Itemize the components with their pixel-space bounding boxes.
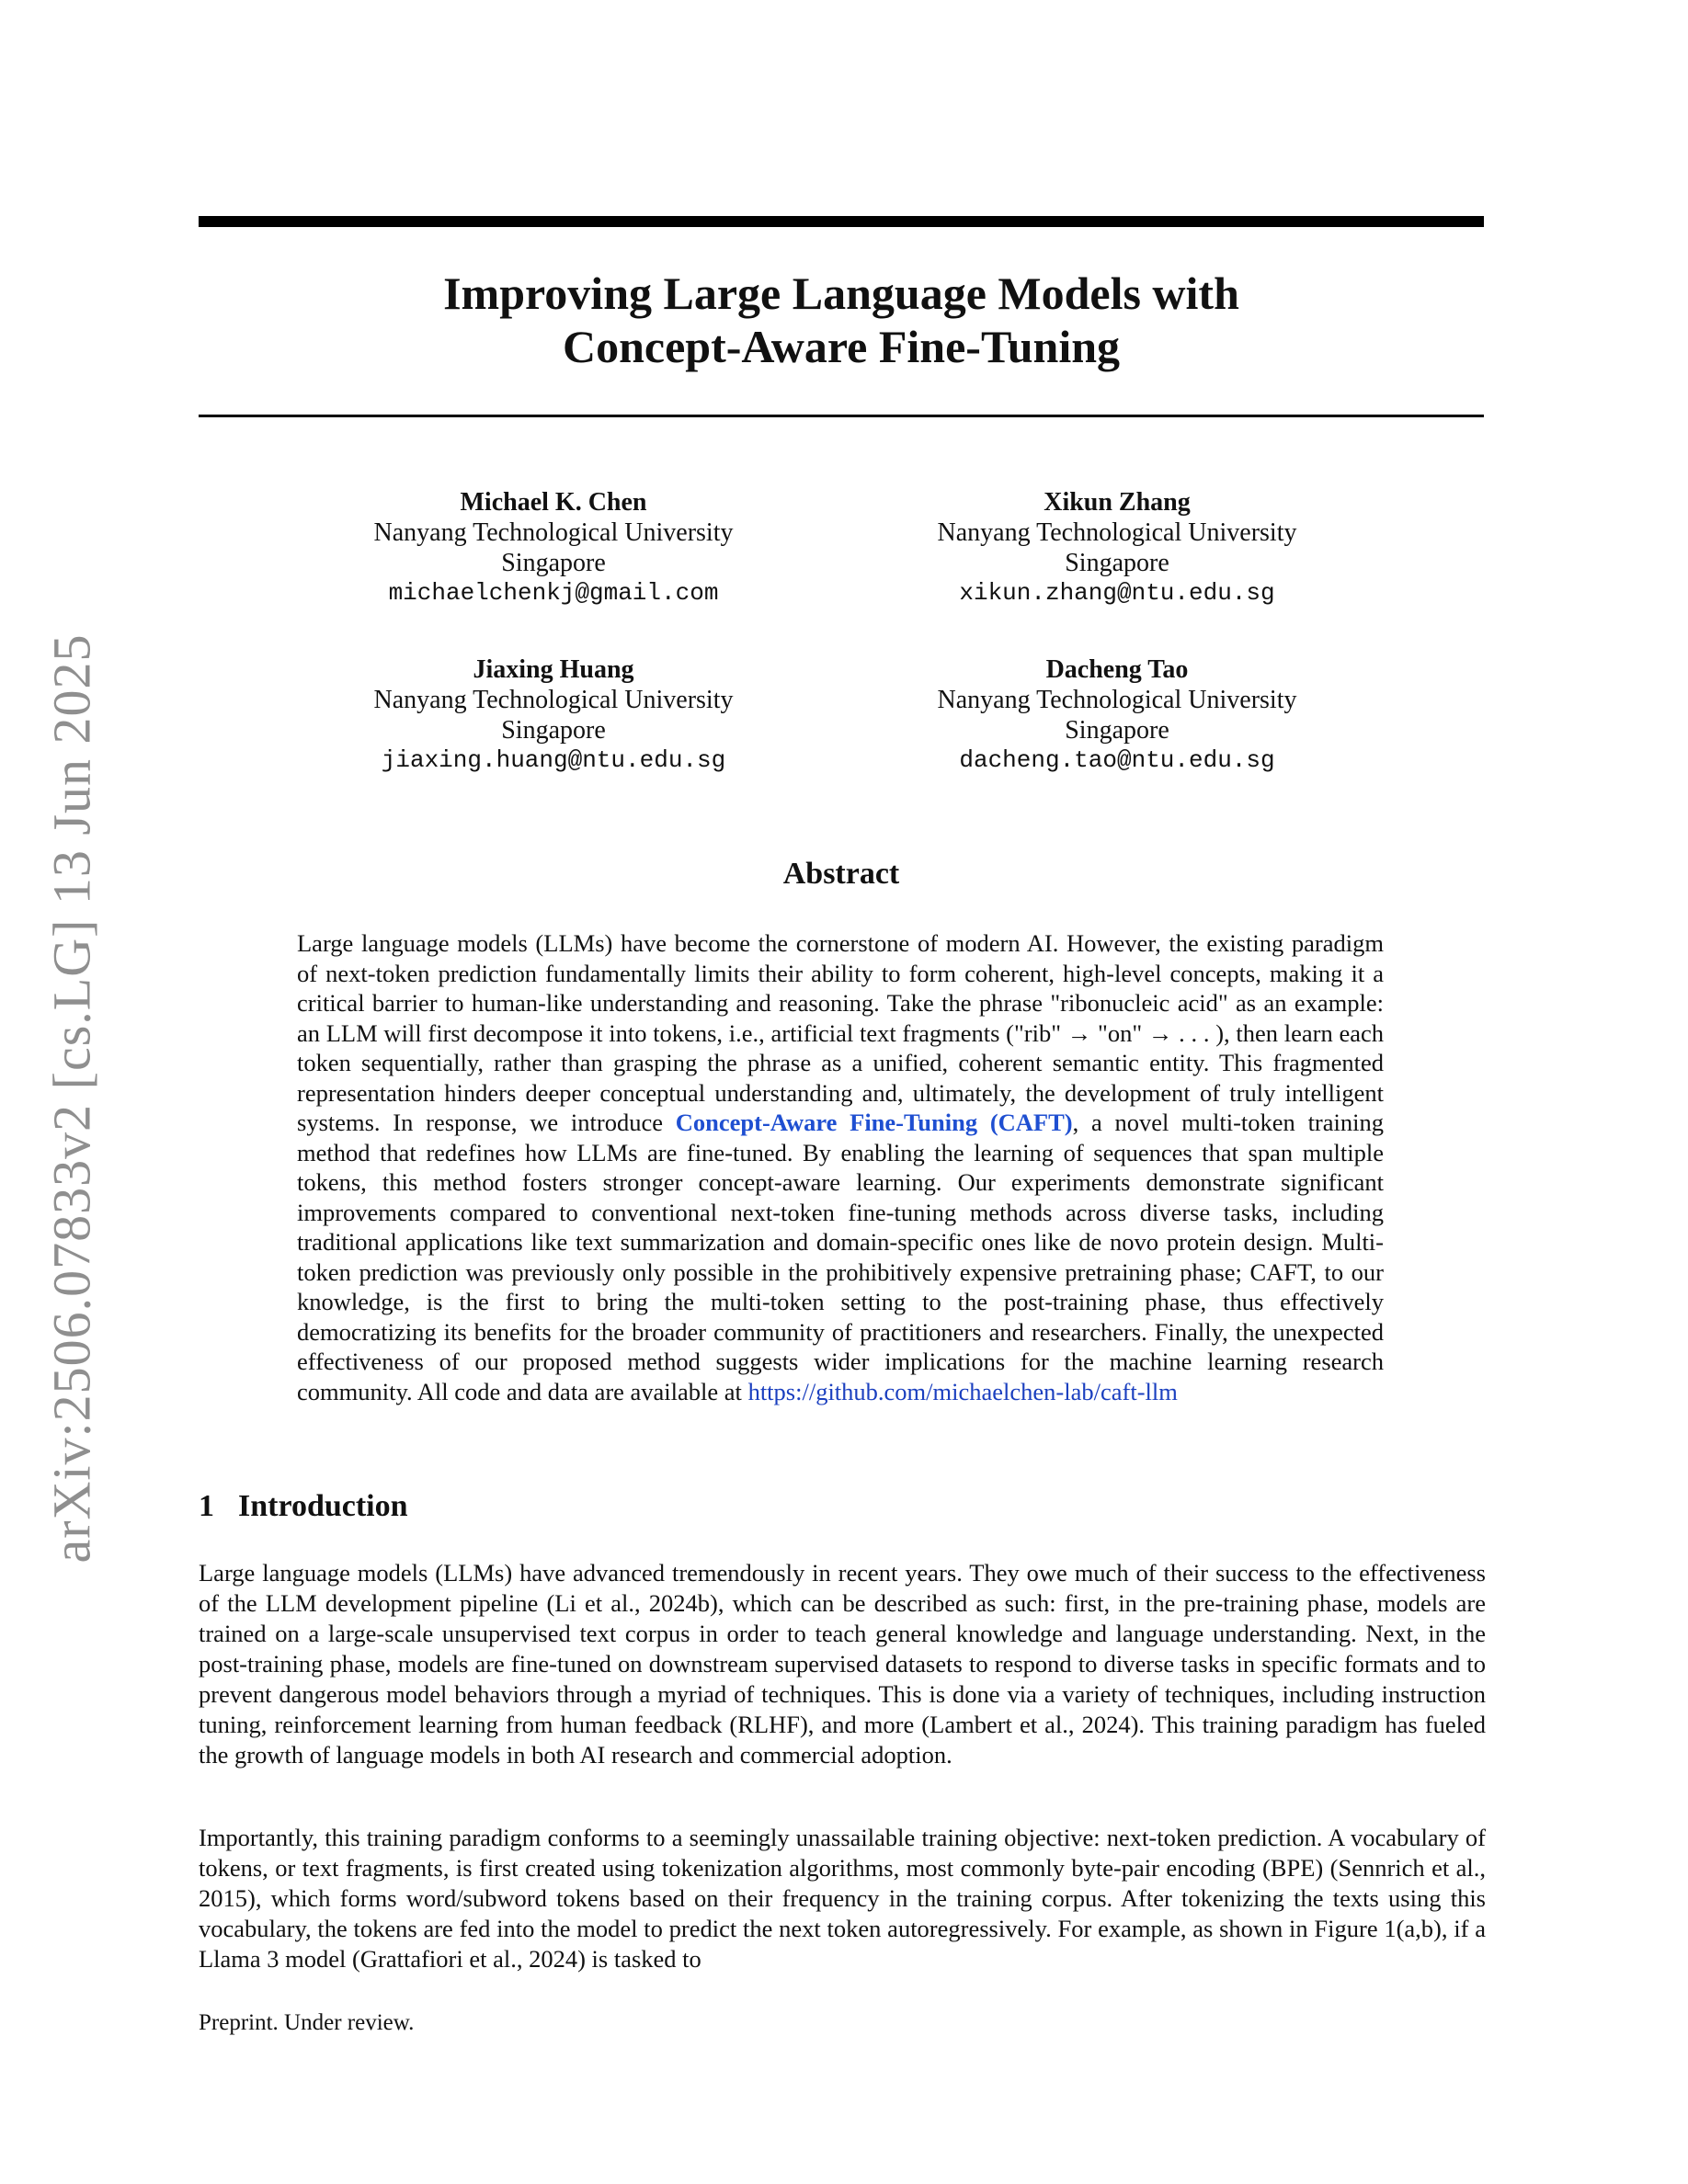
paper-title (199, 267, 1484, 373)
method-name: Concept-Aware Fine-Tuning (CAFT) (675, 1109, 1073, 1136)
author-name: Michael K. Chen (460, 488, 647, 517)
author-email[interactable]: michaelchenkj@gmail.com (388, 579, 719, 607)
author-name: Jiaxing Huang (473, 655, 634, 684)
repository-link[interactable]: https://github.com/michaelchen-lab/caft-llm (747, 1377, 1178, 1405)
author-country: Singapore (1065, 716, 1169, 745)
author-affiliation: Nanyang Technological University (373, 686, 734, 714)
section-number: 1 (199, 1489, 214, 1523)
author-name: Xikun Zhang (1044, 488, 1191, 517)
author-affiliation: Nanyang Technological University (373, 518, 734, 547)
author-country: Singapore (1065, 549, 1169, 577)
author-email[interactable]: xikun.zhang@ntu.edu.sg (959, 579, 1275, 607)
title-line-1: Improving Large Language Models with (443, 267, 1239, 319)
author-email[interactable]: jiaxing.huang@ntu.edu.sg (381, 746, 726, 774)
author-affiliation: Nanyang Technological University (937, 686, 1297, 714)
author-affiliation: Nanyang Technological University (937, 518, 1297, 547)
author-email[interactable]: dacheng.tao@ntu.edu.sg (959, 746, 1275, 774)
title-top-rule (199, 216, 1484, 227)
author-country: Singapore (501, 549, 606, 577)
abstract-text: , a novel multi-token training method that redefines how LLMs are fine-tuned. By enabling the learning of sequences that span multiple tokens, this method fosters stronger concept-aware learning. Our experiments demonstrate significant improvements compared to conventional next-token fine-tuning methods across diverse tasks, including traditional applications like text summarization and domain-specific ones like de novo protein design. Multi-token prediction was previously only possible in the prohibitively expensive pretraining phase; CAFT, to our knowledge, is the first to bring the multi-token setting to the post-training phase, thus effectively democratizing its benefits for the broader community of practitioners and researchers. Finally, the unexpected effectiveness of our proposed method suggests wider implications for the machine learning research community. All code and data are available at (297, 1109, 1384, 1405)
title-line-2: Concept-Aware Fine-Tuning (562, 321, 1121, 372)
abstract-paragraph (297, 928, 1384, 1406)
arxiv-identifier: arXiv:2506.07833v2 [cs.LG] 13 Jun 2025 (41, 633, 102, 1564)
author-block (314, 654, 793, 776)
abstract-text: Large language models (LLMs) have become the cornerstone of modern AI. However, the existing paradigm of next-token prediction fundamentally limits their ability to form coherent, high-level concepts, making it a critical barrier to human-like understanding and reasoning. Take the phrase "ribonucleic acid" as an example: an LLM will first decompose it into tokens, i.e., artificial text fragments ("rib" → "on" → . . . ), then learn each token sequentially, rather than grasping the phrase as a unified, coherent semantic entity. This fragmented representation hinders deeper conceptual understanding and, ultimately, the development of truly intelligent systems. In response, we introduce (297, 929, 1384, 1136)
section-heading (199, 1489, 408, 1524)
title-bottom-rule (199, 415, 1484, 417)
author-country: Singapore (501, 716, 606, 745)
author-block (878, 654, 1356, 776)
intro-paragraph-1: Large language models (LLMs) have advanced tremendously in recent years. They owe much of their success to the effectiveness of the LLM development pipeline (Li et al., 2024b), which can be described as such: first, in the pre-training phase, models are trained on a large-scale unsupervised text corpus in order to teach general knowledge and language understanding. Next, in the post-training phase, models are fine-tuned on downstream supervised datasets to respond to diverse tasks in specific formats and to prevent dangerous model behaviors through a myriad of techniques. This is done via a variety of techniques, including instruction tuning, reinforcement learning from human feedback (RLHF), and more (Lambert et al., 2024). This training paradigm has fueled the growth of language models in both AI research and commercial adoption. (199, 1559, 1486, 1769)
preprint-note: Preprint. Under review. (199, 2010, 415, 2035)
author-name: Dacheng Tao (1045, 655, 1189, 684)
section-title: Introduction (238, 1489, 408, 1523)
author-block (878, 487, 1356, 609)
intro-paragraph-2: Importantly, this training paradigm conforms to a seemingly unassailable training objective: next-token prediction. A vocabulary of tokens, or text fragments, is first created using tokenization algorithms, most commonly byte-pair encoding (BPE) (Sennrich et al., 2015), which forms word/subword tokens based on their frequency in the training corpus. After tokenizing the texts using this vocabulary, the tokens are fed into the model to predict the next token autoregressively. For example, as shown in Figure 1(a,b), if a Llama 3 model (Grattafiori et al., 2024) is tasked to (199, 1824, 1486, 1973)
author-block (314, 487, 793, 609)
abstract-heading: Abstract (782, 857, 900, 891)
